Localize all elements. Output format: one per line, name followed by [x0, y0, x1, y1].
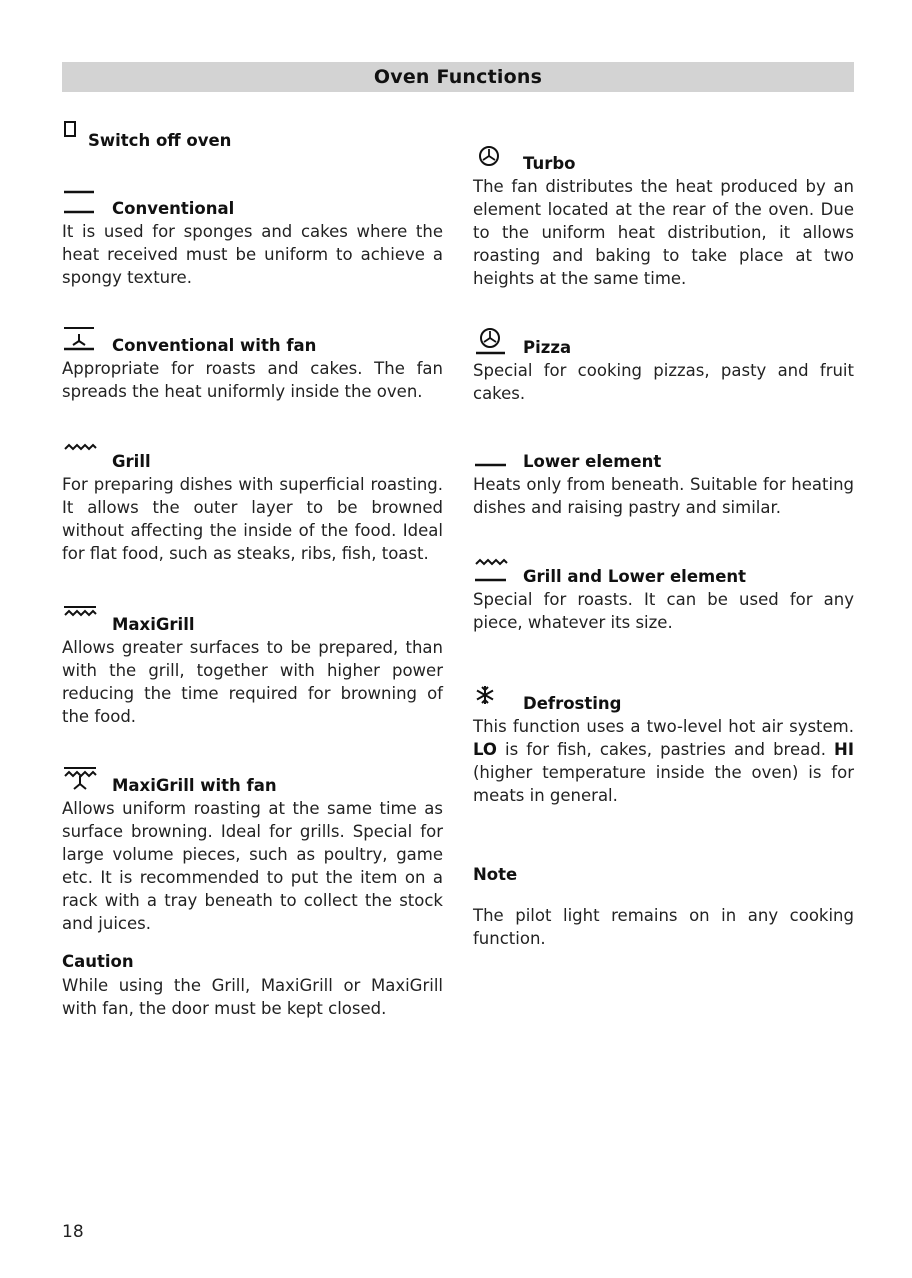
section-note	[473, 864, 854, 950]
maxigrill-fan-text: Allows uniform roasting at the same time as surface browning. Ideal for grills. Special for large volume pieces, such as poultry, game etc. It is recommended to put the item on a rack with a tray beneath to collect the stock and juices.	[62, 799, 443, 933]
section-maxigrill	[62, 612, 443, 728]
maxigrill-text: Allows greater surfaces to be prepared, than with the grill, together with higher power reducing the time required for browning of the food.	[62, 638, 443, 726]
caution-heading: Caution	[62, 952, 134, 971]
conventional-fan-icon	[62, 325, 98, 355]
turbo-heading: Turbo	[523, 154, 576, 173]
section-grill	[62, 449, 443, 565]
section-defrosting	[473, 691, 854, 807]
section-conventional-fan	[62, 333, 443, 403]
section-pizza	[473, 335, 854, 405]
section-conventional	[62, 196, 443, 289]
top-bottom-heat-icon	[62, 188, 98, 218]
grill-icon	[62, 441, 98, 471]
maxigrill-fan-heading: MaxiGrill with fan	[112, 776, 277, 795]
lower-element-heading: Lower element	[523, 452, 662, 471]
pizza-heading: Pizza	[523, 338, 572, 357]
turbo-text: The fan distributes the heat produced by an element located at the rear of the oven. Due to the uniform heat distribution, it allows roasting and baking to take place at two heights at the same time.	[473, 177, 854, 288]
switch-off-heading: Switch off oven	[62, 128, 443, 152]
grill-heading: Grill	[112, 452, 151, 471]
defrosting-text: This function uses a two-level hot air system. LO is for fish, cakes, pastries and bread. HI (higher temperature inside the oven) is for meats in general.	[473, 717, 854, 805]
lower-element-text: Heats only from beneath. Suitable for heating dishes and raising pastry and similar.	[473, 475, 854, 517]
section-grill-lower	[473, 564, 854, 634]
hi-label: HI	[834, 740, 854, 759]
lo-label: LO	[473, 740, 497, 759]
pizza-icon	[473, 327, 509, 357]
lower-element-icon	[473, 441, 509, 471]
section-lower-element	[473, 449, 854, 519]
grill-lower-icon	[473, 556, 509, 586]
section-turbo	[473, 151, 854, 290]
grill-text: For preparing dishes with superficial roasting. It allows the outer layer to be browned without affecting the inside of the food. Ideal for flat food, such as steaks, ribs, fish, toast.	[62, 475, 443, 563]
page-number: 18	[62, 1222, 84, 1242]
section-maxigrill-fan	[62, 773, 443, 935]
section-caution	[62, 951, 443, 1020]
page-title: Oven Functions	[62, 62, 854, 92]
caution-text: While using the Grill, MaxiGrill or MaxiGrill with fan, the door must be kept closed.	[62, 976, 443, 1018]
turbo-fan-icon	[473, 143, 509, 173]
grill-lower-heading: Grill and Lower element	[523, 567, 747, 586]
pizza-text: Special for cooking pizzas, pasty and fruit cakes.	[473, 361, 854, 403]
maxigrill-heading: MaxiGrill	[112, 615, 195, 634]
defrosting-heading: Defrosting	[523, 694, 622, 713]
maxigrill-icon	[62, 604, 98, 634]
maxigrill-fan-icon	[62, 765, 98, 795]
note-heading: Note	[473, 865, 518, 884]
section-switch-off	[62, 128, 443, 152]
grill-lower-text: Special for roasts. It can be used for any piece, whatever its size.	[473, 590, 854, 632]
conventional-fan-text: Appropriate for roasts and cakes. The fan spreads the heat uniformly inside the oven.	[62, 359, 443, 401]
note-text: The pilot light remains on in any cooking function.	[473, 906, 854, 948]
conventional-fan-heading: Conventional with fan	[112, 336, 317, 355]
conventional-text: It is used for sponges and cakes where the heat received must be uniform to achieve a spongy texture.	[62, 222, 443, 287]
snowflake-icon	[473, 683, 509, 713]
conventional-heading: Conventional	[112, 199, 235, 218]
